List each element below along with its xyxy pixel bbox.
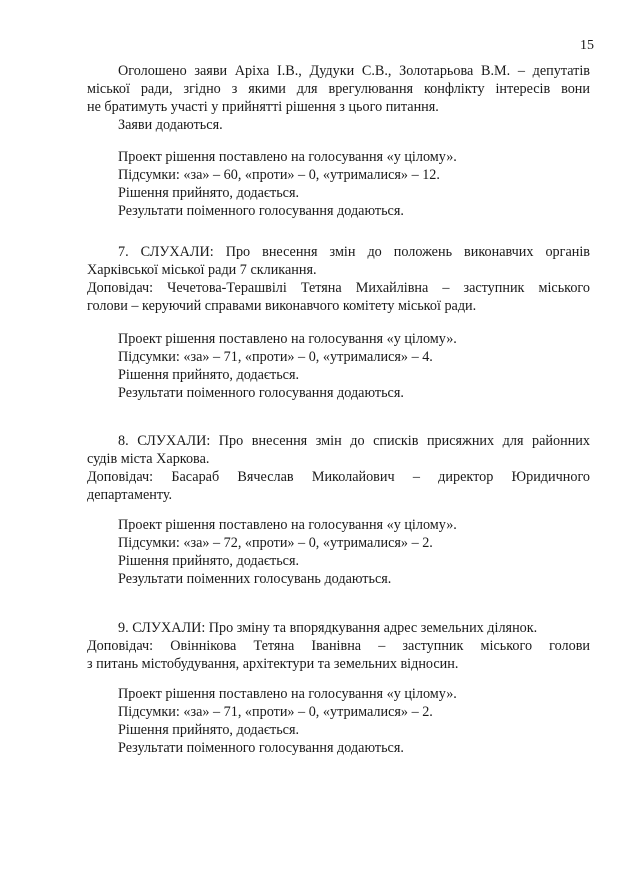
paragraph-item-9 xyxy=(87,619,590,673)
paragraph-declarations xyxy=(87,62,590,134)
paragraph-vote-result xyxy=(87,148,590,220)
text-line: Заяви додаються. xyxy=(118,117,223,133)
text-line: Результати поіменного голосування додаються. xyxy=(118,385,404,401)
text-line: Рішення прийнято, додається. xyxy=(118,722,300,738)
text-line: 8. СЛУХАЛИ: Про внесення змін до списків присяжних для районних xyxy=(118,433,590,449)
paragraph-item-8 xyxy=(87,432,590,504)
text-line: 7. СЛУХАЛИ: Про внесення змін до положень виконавчих органів xyxy=(118,244,590,260)
text-line: Результати поіменних голосувань додаються. xyxy=(118,571,392,587)
text-line: Доповідач: Овіннікова Тетяна Іванівна – заступник міського голови xyxy=(87,638,590,654)
paragraph-item-7 xyxy=(87,243,590,315)
text-line: Доповідач: Чечетова-Терашвілі Тетяна Михайлівна – заступник міського xyxy=(87,280,590,296)
text-line: Рішення прийнято, додається. xyxy=(118,553,300,569)
text-line: міської ради, згідно з якими для врегулювання конфлікту інтересів вони xyxy=(87,81,590,97)
text-line: Підсумки: «за» – 71, «проти» – 0, «утрималися» – 4. xyxy=(118,349,433,365)
text-line: Рішення прийнято, додається. xyxy=(118,185,300,201)
text-line: Доповідач: Басараб Вячеслав Миколайович – директор Юридичного xyxy=(87,469,590,485)
page-number: 15 xyxy=(580,38,594,53)
text-line: голови – керуючий справами виконавчого комітету міської ради. xyxy=(87,298,477,314)
text-line: Результати поіменного голосування додаються. xyxy=(118,203,404,219)
paragraph-vote-result xyxy=(87,516,590,588)
text-line: Проект рішення поставлено на голосування «у цілому». xyxy=(118,331,457,347)
text-line: Рішення прийнято, додається. xyxy=(118,367,300,383)
text-line: Підсумки: «за» – 71, «проти» – 0, «утрималися» – 2. xyxy=(118,704,433,720)
text-line: не братимуть участі у прийнятті рішення з цього питання. xyxy=(87,99,439,115)
text-line: судів міста Харкова. xyxy=(87,451,210,467)
text-line: з питань містобудування, архітектури та земельних відносин. xyxy=(87,656,459,672)
text-line: Проект рішення поставлено на голосування «у цілому». xyxy=(118,517,457,533)
text-line: Харківської міської ради 7 скликання. xyxy=(87,262,317,278)
text-line: Проект рішення поставлено на голосування «у цілому». xyxy=(118,149,457,165)
text-line: департаменту. xyxy=(87,487,173,503)
text-line: Результати поіменного голосування додаються. xyxy=(118,740,404,756)
text-line: Підсумки: «за» – 60, «проти» – 0, «утрималися» – 12. xyxy=(118,167,440,183)
text-line: 9. СЛУХАЛИ: Про зміну та впорядкування адрес земельних ділянок. xyxy=(118,620,538,636)
text-line: Оголошено заяви Аріха І.В., Дудуки С.В., Золотарьова В.М. – депутатів xyxy=(118,63,590,79)
paragraph-vote-result xyxy=(87,330,590,402)
text-line: Підсумки: «за» – 72, «проти» – 0, «утрималися» – 2. xyxy=(118,535,433,551)
text-line: Проект рішення поставлено на голосування «у цілому». xyxy=(118,686,457,702)
paragraph-vote-result xyxy=(87,685,590,757)
